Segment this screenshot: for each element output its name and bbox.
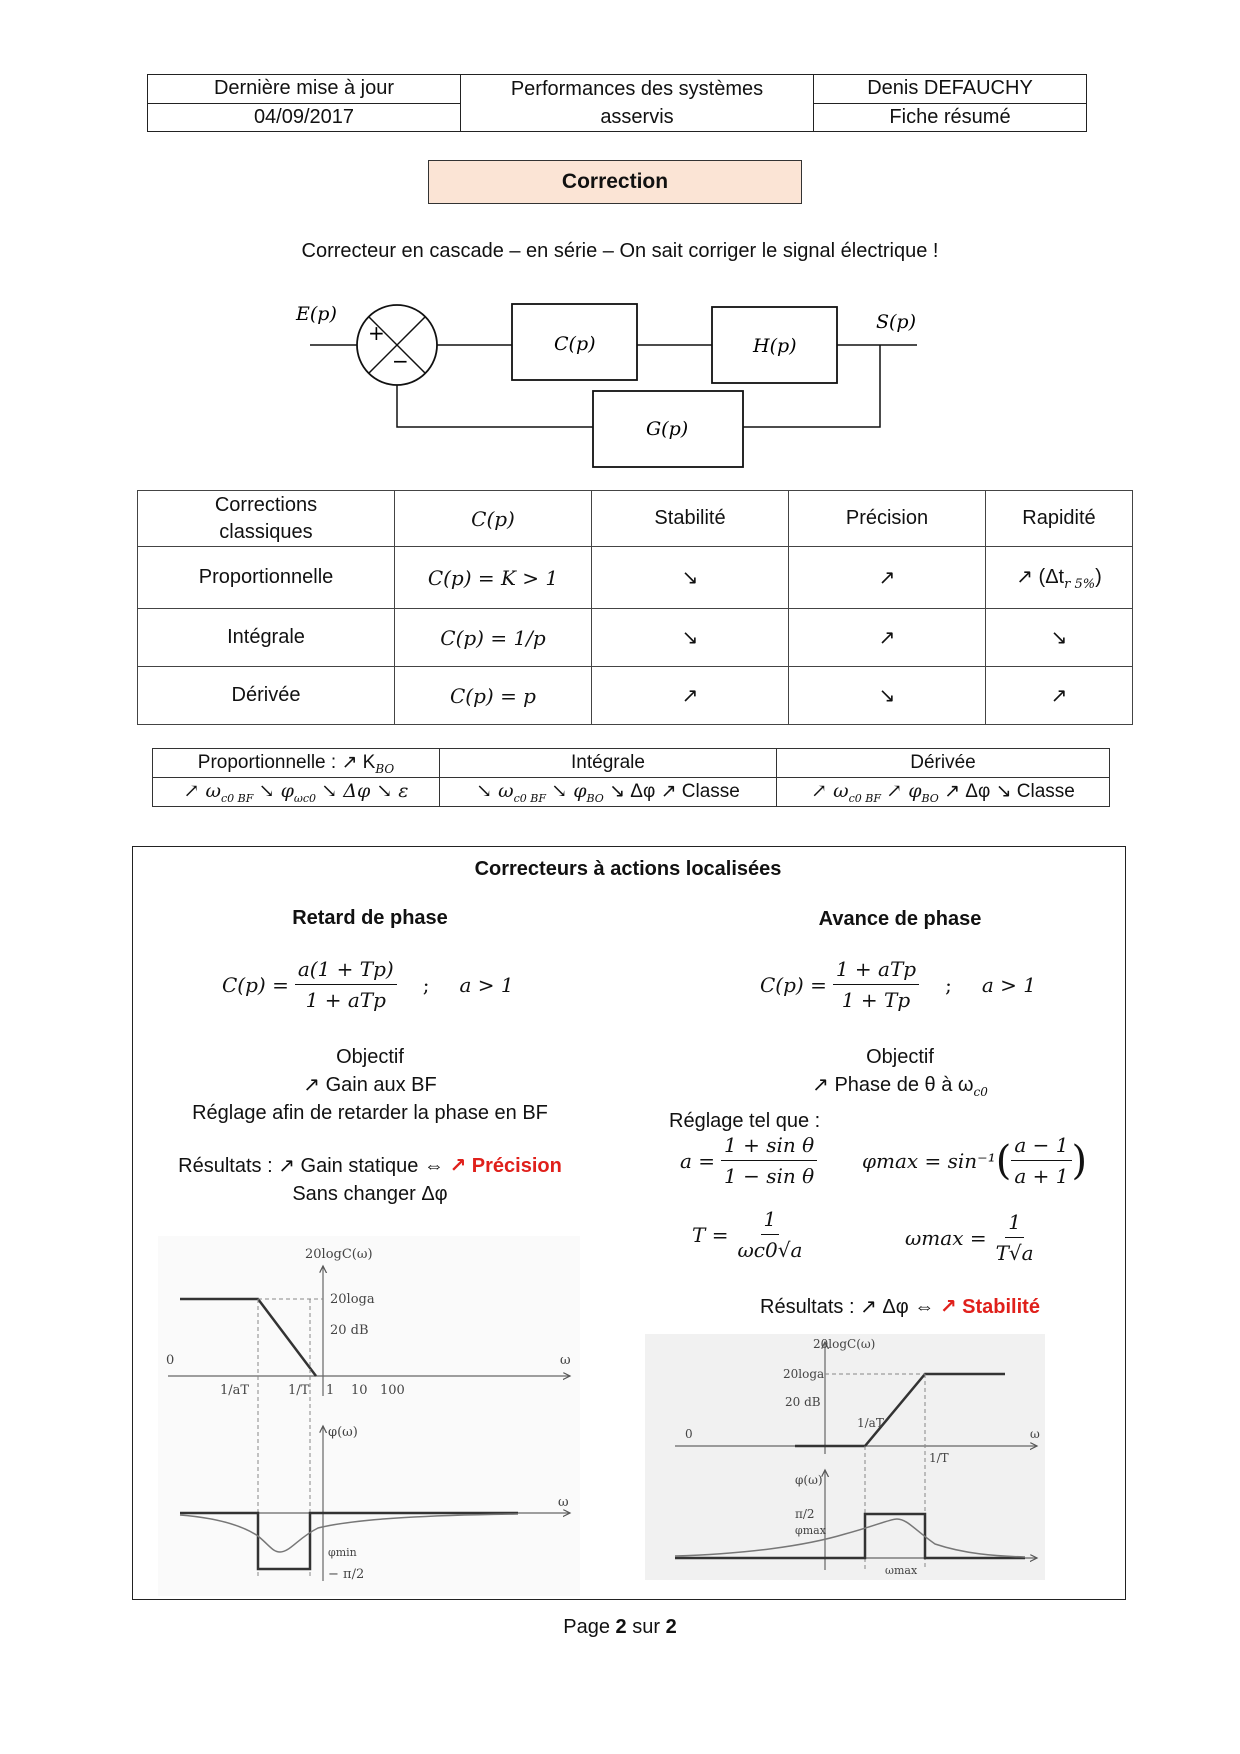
lag-one: 1 [326,1383,335,1398]
lead-T-fraction [734,1204,805,1265]
lag-fraction [295,954,397,1015]
lead-20db: 20 dB [785,1395,821,1409]
lag-20db: 20 dB [330,1323,369,1338]
lead-condition: a > 1 [981,972,1036,997]
header-corrections: Corrections classiques [138,491,395,547]
effects-int-c: ↘ Δφ ↗ Classe [609,780,740,802]
lead-a-den: 1 − sin θ [724,1164,815,1188]
lead-t2: 1/T [929,1451,949,1465]
lag-phase-step [180,1513,518,1569]
row-stability: ↗ [592,667,789,725]
doc-type: Fiche résumé [814,103,1087,132]
lag-minus-pi2: − π/2 [328,1567,365,1582]
page-footer [470,1616,770,1639]
author: Denis DEFAUCHY [814,75,1087,104]
row-name: Intégrale [138,609,395,667]
effects-int-b: ↘ φ [551,779,587,802]
feedback-path-left [397,385,593,427]
row-precision: ↗ [789,609,986,667]
lag-gain-level: 20loga [330,1292,375,1307]
minus-sign: − [392,349,409,373]
update-date: 04/09/2017 [148,103,461,132]
header-speed: Rapidité [986,491,1133,547]
effects-int: ↘ $\omega_{c0 BF}$ ↘ $\varphi_{BO}$ ↘ Δφ ↗ Classe [440,778,777,807]
corrections-table [137,490,1133,725]
corrector-label: C(p) [554,333,596,355]
lead-a-fraction [721,1130,817,1191]
table-row [138,547,1133,609]
effects-prop-b: ↘ φ [258,779,294,802]
lead-wmax: ωmax [885,1564,918,1577]
lead-result-highlight: ↗ Stabilité [939,1296,1040,1318]
table-row [138,667,1133,725]
lag-result-prefix: Résultats : ↗ Gain statique ⇔ [178,1155,444,1177]
effects-header-prop [153,749,440,778]
row-speed-sub: r 5% [1064,576,1096,592]
lag-t1: 1/aT [220,1383,250,1398]
lag-gain-axis-label: 20logC(ω) [305,1247,373,1262]
lag-gain-curve [180,1299,316,1376]
row-formula: C(p) = p [395,667,592,725]
last-update-label: Dernière mise à jour [148,75,461,104]
input-label: E(p) [296,303,337,325]
intro-text: Correcteur en cascade – en série – On sait corriger le signal électrique ! [301,240,939,262]
row-precision: ↘ [789,667,986,725]
table-row [138,609,1133,667]
lead-wmax-den: T√a [995,1241,1034,1265]
row-stability: ↘ [592,547,789,609]
lead-T-formula [692,1204,805,1265]
effects-int-a: ↘ ω [476,779,514,802]
effects-header-prop-text: Proportionnelle : ↗ K [197,751,376,773]
row-name: Dérivée [138,667,395,725]
lead-gain-axis-label: 20logC(ω) [813,1337,876,1351]
header-cp: C(p) [395,491,592,547]
lag-objective-1: ↗ Gain aux BF [303,1074,437,1096]
lead-phase-axis-label: φ(ω) [795,1473,823,1487]
effects-der-b: ↗ φ [886,779,922,802]
lead-results [680,1294,1120,1319]
lead-wmax-lhs: ωmax = [905,1225,987,1250]
lag-results [150,1152,590,1208]
lead-pi2: π/2 [795,1507,815,1521]
lead-phimax-fraction [1011,1130,1071,1191]
lag-result-2: Sans changer Δφ [292,1183,448,1205]
lag-result-highlight: ↗ Précision [449,1155,562,1177]
lead-formula [760,954,1100,1015]
lag-den: 1 + aTp [305,988,386,1012]
localized-title: Correcteurs à actions localisées [474,858,782,880]
lag-objective-2: Réglage afin de retarder la phase en BF [192,1102,548,1124]
lag-ten: 10 [351,1383,368,1398]
lead-a-lhs: a = [680,1148,716,1173]
feedback-label: G(p) [646,418,689,440]
lead-zero: 0 [685,1427,693,1441]
page-prefix: Page [563,1616,610,1638]
row-formula: C(p) = 1/p [395,609,592,667]
document-title: Performances des systèmes asservis [461,75,814,132]
lag-title: Retard de phase [292,907,448,929]
effects-der: ↗ $\omega_{c0 BF}$ ↗ $\varphi_{BO}$ ↗ Δφ ↘ Classe [777,778,1110,807]
lead-gain-level: 20loga [783,1367,825,1381]
effects-prop-c: ↘ Δφ ↘ ε [321,779,409,802]
lag-t2: 1/T [288,1383,310,1398]
lag-phase-axis-label: φ(ω) [328,1425,358,1440]
lead-objective-label: Objectif [866,1046,934,1068]
lead-a-num: 1 + sin θ [721,1130,817,1161]
row-precision: ↗ [789,547,986,609]
lead-t1: 1/aT [857,1416,884,1430]
lag-formula [222,954,562,1015]
lead-T-num: 1 [761,1204,780,1235]
lead-title: Avance de phase [818,908,982,930]
header-precision: Précision [789,491,986,547]
effects-prop: ↗ $\omega_{c0 BF}$ ↘ $\varphi_{\omega c0}$ ↘ Δφ ↘ ε [153,778,440,807]
effects-header-int: Intégrale [440,749,777,778]
lead-phimax-num: a − 1 [1011,1130,1071,1161]
lead-wmax-num: 1 [1005,1207,1024,1238]
lead-phase-curve [675,1519,1025,1557]
lead-phimax-formula: φmax = sin⁻¹ ( $\frac{a - 1}{a + 1}$ ) [862,1130,1087,1191]
header-stability: Stabilité [592,491,789,547]
lag-hundred: 100 [380,1383,405,1398]
plus-sign: + [368,321,385,345]
lead-T-lhs: T = [692,1222,729,1247]
row-speed-paren: ) [1095,565,1102,588]
lead-phimax-lhs: φmax = sin⁻¹ [862,1148,996,1173]
lead-sep: ; [945,972,952,997]
row-stability: ↘ [592,609,789,667]
effects-header-der: Dérivée [777,749,1110,778]
lag-objective-label: Objectif [336,1046,404,1068]
lag-num: a(1 + Tp) [295,954,397,985]
header-table [147,74,1087,132]
row-name: Proportionnelle [138,547,395,609]
output-label: S(p) [876,311,917,333]
lead-objective: Objectif ↗ Phase de θ à $\omega_{c0}$ [680,1043,1120,1106]
lead-reglage: Réglage tel que : [669,1110,821,1132]
lag-objective [150,1043,590,1127]
row-speed [986,547,1133,609]
lead-num: 1 + aTp [833,954,919,985]
lead-phimax: φmax [795,1524,826,1537]
plant-label: H(p) [753,335,797,357]
lag-sep: ; [422,972,430,997]
lead-wmax-fraction [993,1207,1037,1268]
effects-table [152,748,1110,807]
section-title: Correction [428,160,802,204]
lead-T-den: ωc0√a [737,1238,803,1262]
row-speed-text: ↗ (Δt [1016,565,1065,588]
row-formula: C(p) = K > 1 [395,547,592,609]
lag-bode-plot [158,1236,580,1596]
lead-phimax-den: a + 1 [1014,1164,1069,1188]
lag-condition: a > 1 [459,972,514,997]
lead-wmax-formula [905,1207,1037,1268]
feedback-path-right [743,345,880,427]
effects-der-a: ↗ ω [811,779,849,802]
lead-phase-step [675,1514,1025,1558]
block-diagram [280,290,960,480]
lead-omega: ω [1030,1427,1040,1441]
page-mid: sur [632,1616,661,1638]
lag-formula-lhs: C(p) = [222,972,289,997]
page-number: 2 [615,1616,627,1638]
lead-den: 1 + Tp [841,988,911,1012]
row-speed: ↗ [986,667,1133,725]
lead-result-prefix: Résultats : ↗ Δφ ⇔ [760,1296,935,1318]
effects-der-c: ↗ Δφ ↘ Classe [944,780,1075,802]
lead-a-formula [680,1130,817,1191]
lag-zero: 0 [166,1353,175,1368]
lead-objective-1: ↗ Phase de θ à ω [812,1074,974,1096]
lag-phimin: φmin [328,1546,357,1559]
kbo-sub: BO [375,761,395,776]
lead-gain-curve [795,1374,1005,1446]
lag-omega-phase: ω [558,1495,569,1510]
row-speed: ↘ [986,609,1133,667]
lead-formula-lhs: C(p) = [760,972,827,997]
effects-prop-a: ↗ ω [183,779,221,802]
lead-fraction [833,954,919,1015]
lag-omega: ω [560,1353,571,1368]
page-total: 2 [665,1616,677,1638]
lead-bode-plot [645,1334,1045,1580]
